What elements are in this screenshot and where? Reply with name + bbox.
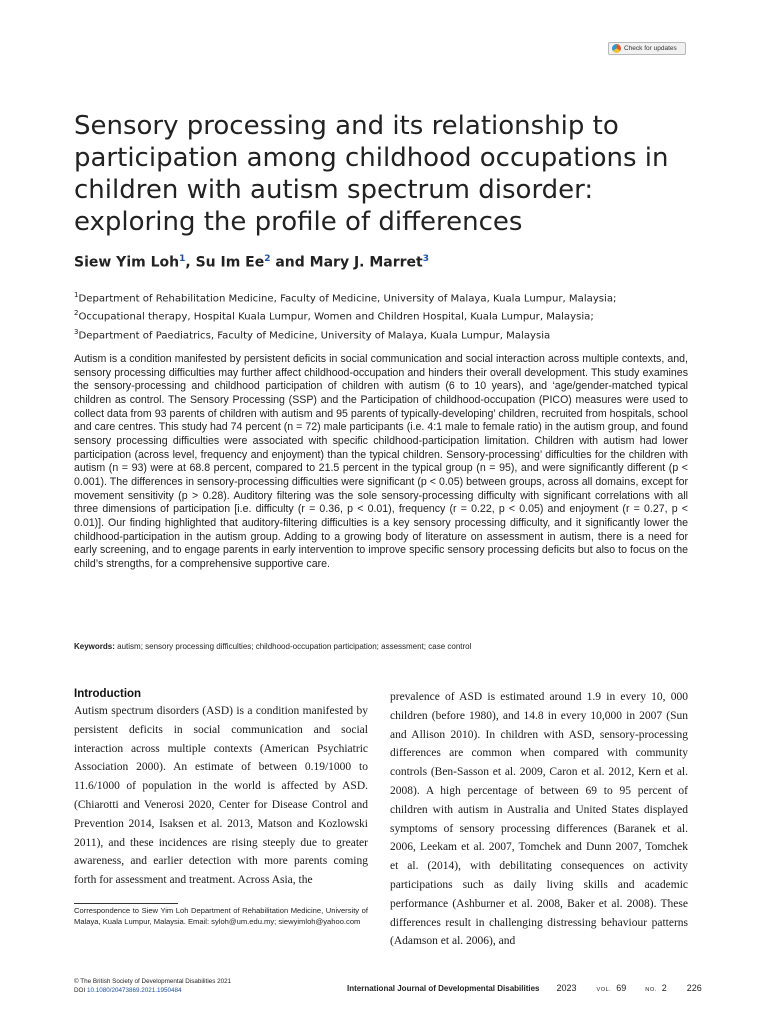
author-affiliation-mark: 3	[422, 254, 429, 264]
author-affiliation-mark: 2	[264, 254, 271, 264]
footnote-divider	[74, 903, 178, 904]
footer-right	[347, 983, 715, 993]
correspondence-note: Correspondence to Siew Yim Loh Department of Rehabilitation Medicine, University of Malaya, Kuala Lumpur, Malaysia. Email: syloh@um.edu.my; siewyimloh@yahoo.com	[74, 906, 368, 926]
author-list: Siew Yim Loh$^1$, Su Im Ee$^2$ and Mary J. Marret$^3$	[74, 254, 429, 271]
author-name: Su Im Ee	[195, 254, 265, 271]
volume-number: 69	[616, 983, 627, 993]
body-column-left	[74, 688, 368, 890]
keywords-label: Keywords:	[74, 642, 115, 651]
issue-number: 2	[661, 983, 667, 993]
doi-link[interactable]: 10.1080/20473869.2021.1950484	[86, 987, 182, 994]
volume-label: VOL.	[596, 987, 612, 993]
introduction-paragraph-left: Autism spectrum disorders (ASD) is a condition manifested by persistent deficits in social communication and social interaction across multiple contexts (American Psychiatric Association 2000). An estimate of between 0.19/1000 to 11.6/1000 of population in the world is affected by ASD. (Chiarotti and Venerosi 2020, Center for Disease Control and Prevention 2014, Isaksen et al. 2013, Matson and Kozlowski 2011), and these incidences are rising steeply due to greater awareness, and earlier detection with more parents coming forth for assessment and treatment. Across Asia, the	[74, 705, 368, 887]
affiliation-item: $^2$Occupational therapy, Hospital Kuala Lumpur, Women and Children Hospital, Kuala Lumpur, Malaysia;	[74, 309, 594, 323]
crossmark-icon	[612, 44, 621, 53]
introduction-paragraph-right: prevalence of ASD is estimated around 1.9 in every 10, 000 children (before 1980), and 14.8 in every 10,000 in 2007 (Sun and Allison 2010). In children with ASD, sensory-processing differences are common when compared with community controls (Ben-Sasson et al. 2009, Caron et al. 2012, Kern et al. 2008). A high percentage of between 69 to 95 percent of children with autism in Australia and United States displayed symptoms of sensory processing differences (Baranek et al. 2006, Leekam et al. 2007, Tomchek and Dunn 2007, Tomchek et al. (2014), with debilitating consequences on activity participations such as daily living skills and academic performance (Ashburner et al. 2008, Baker et al. 2008). These differences result in challenging distressing behaviour patterns (Adamson et al. 2006), and	[390, 691, 688, 948]
copyright-notice: © The British Society of Developmental Disabilities 2021	[74, 978, 232, 985]
journal-name: International Journal of Developmental Disabilities	[347, 984, 540, 993]
issue-label: NO.	[645, 987, 657, 993]
affiliation-item: $^3$Department of Paediatrics, Faculty of Medicine, University of Malaya, Kuala Lumpur, Malaysia	[74, 327, 551, 342]
author-name: Siew Yim Loh	[74, 254, 180, 271]
keywords-text: autism; sensory processing difficulties; childhood-occupation participation; assessment; case control	[114, 642, 472, 651]
section-heading: Introduction	[74, 688, 142, 700]
check-for-updates-button[interactable]	[608, 42, 686, 55]
keywords	[74, 641, 694, 652]
footer-left	[74, 977, 231, 995]
check-for-updates-label: Check for updates	[624, 45, 677, 52]
body-column-right	[390, 688, 688, 951]
article-title: Sensory processing and its relationship to participation among childhood occupations in children with autism spectrum disorder: exploring the profile of differences	[74, 111, 669, 237]
author-affiliation-mark: 1	[179, 254, 186, 264]
page-number: 226	[686, 983, 702, 993]
author-name: Mary J. Marret	[309, 254, 423, 271]
publication-year: 2023	[556, 983, 577, 993]
abstract: Autism is a condition manifested by persistent deficits in social communication and social interaction across multiple contexts, and, sensory processing difficulties may further affect childhood-occupation and hinders their overall development. This study examines the sensory-processing and childhood participation of children with autism (6 to 10 years), and ‘age/gender-matched typical children as control. The Sensory Processing (SSP) and the Participation of childhood-occupation (PICO) measures were used to collect data from 93 parents of children with autism and 95 parents of typically-developing’ children, recruited from hospitals, school and care centres. This study had 74 percent (n = 72) male participants (i.e. 4:1 male to female ratio) in the autism group, and found sensory processing difficulties were associated with specific childhood-participation limitation. Children with autism had lower participation (across level, frequency and enjoyment) than the typical children. Sensory-processing’ difficulties for the children with autism (n = 93) were at 68.8 percent, compared to 21.5 percent in the typical group (n = 95), and were significantly different (p < 0.001). The differences in sensory-processing difficulties were significant (p < 0.05) between groups, across all domains, except for movement sensitivity (p > 0.28). Auditory filtering was the sole sensory-processing difficulty with significant correlations with all three dimensions of participation [i.e. difficulty (r = 0.36, p < 0.01), frequency (r = 0.22, p < 0.05) and enjoyment (r = 0.27, p < 0.01)]. Our finding highlighted that auditory-filtering difficulties is a key sensory processing difficulty, and it significantly lower the childhood-participation in the autism group. Adding to a growing body of literature on assessment in autism, there is a need for early screening, and to engage parents in early intervention to improve specific sensory processing deficits but also to focus on the child’s strengths, for a comprehensive supportive care.	[74, 353, 688, 570]
doi-line: DOI 10.1080/20473869.2021.1950484	[74, 987, 182, 994]
affiliation-item: $^1$Department of Rehabilitation Medicine, Faculty of Medicine, University of Malaya, Kuala Lumpur, Malaysia;	[74, 291, 617, 305]
affiliations	[74, 288, 694, 343]
